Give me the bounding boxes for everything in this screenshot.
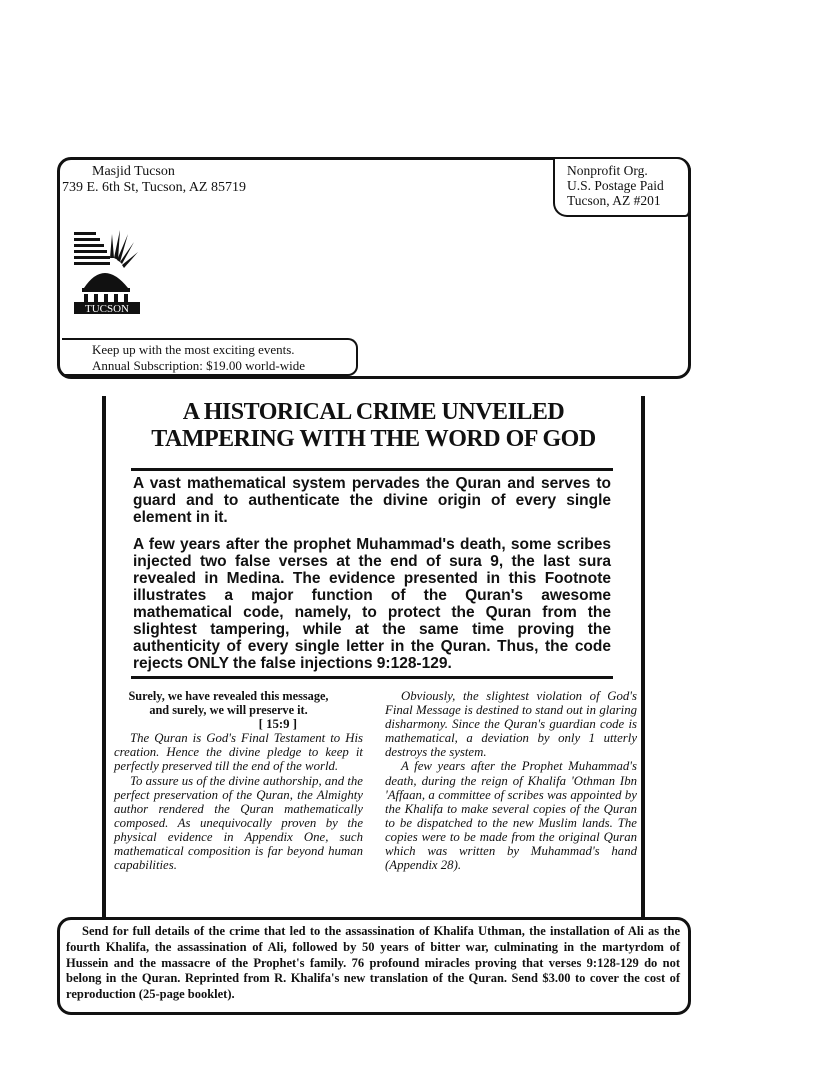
right-column-rule <box>641 396 645 920</box>
sender-address <box>62 164 246 196</box>
verse-line-1: Surely, we have revealed this message, <box>128 689 329 703</box>
right-paragraph-1: Obviously, the slightest violation of God's Final Message is destined to stand out in glaring disharmony. Since the Quran's guardian code is mathematical, a deviation by only 1 utterly destroys the system. <box>385 689 637 760</box>
article-title-line-1: A HISTORICAL CRIME UNVEILED <box>182 399 565 425</box>
left-paragraph-2: To assure us of the divine authorship, and the perfect preservation of the Quran, the Almighty author rendered the Quran mathematically composed. As unequivocally proven by the physical evidence in Appendix One, such mathematical composition is far beyond human capabilities. <box>114 773 363 873</box>
verse-line-2: and surely, we will preserve it. <box>149 703 308 718</box>
postage-line-3: Tucson, AZ #201 <box>567 193 661 208</box>
logo-wordmark: TUCSON <box>84 303 130 314</box>
subscription-tagline: Keep up with the most exciting events. <box>92 342 295 357</box>
left-text-column <box>114 689 363 872</box>
intro-paragraph-1: A vast mathematical system pervades the Quran and serves to guard and to authenticate the divine origin of every single element in it. <box>133 475 611 526</box>
intro-bottom-divider <box>131 676 613 679</box>
intro-top-divider <box>131 468 613 471</box>
article-title-line-2: TAMPERING WITH THE WORD OF GOD <box>151 426 596 452</box>
verse-reference: [ 15:9 ] <box>258 717 297 732</box>
intro-paragraph-2: A few years after the prophet Muhammad's death, some scribes injected two false verses at the end of sura 9, the last sura revealed in Medina. The evidence presented in this Footnote illustrates a major function of the Quran's awesome mathematical code, namely, to protect the Quran from the slightest tampering, while at the same time proving the authenticity of every single letter in the Quran. Thus, the code rejects ONLY the false injections 9:128-129. <box>133 536 611 672</box>
postage-line-2: U.S. Postage Paid <box>567 178 664 193</box>
left-column-rule <box>102 396 106 920</box>
right-paragraph-2: A few years after the Prophet Muhammad's death, during the reign of Khalifa 'Othman Ibn 'Affaan, a committee of scribes was appointed by the Khalifa to make several copies of the Quran to be dispatched to the new Muslim lands. The copies were to be made from the original Quran which was written by Muhammad's hand (Appendix 28). <box>385 759 637 873</box>
right-text-column <box>385 689 637 872</box>
masjid-tucson-logo <box>74 228 140 314</box>
postage-line-1: Nonprofit Org. <box>567 163 648 178</box>
org-name: Masjid Tucson <box>92 164 175 179</box>
subscription-box <box>62 338 358 376</box>
street-address: 739 E. 6th St, Tucson, AZ 85719 <box>62 180 246 195</box>
mailing-label-box <box>57 157 691 379</box>
order-footer-text: Send for full details of the crime that led to the assassination of Khalifa Uthman, the installation of Ali as the fourth Khalifa, the assassination of Ali, followed by 50 years of bitter war, culminating in the martyrdom of Hussein and the massacre of the Prophet's family. 76 profound miracles proving that verses 9:128-129 do not belong in the Quran. Reprinted from R. Khalifa's new translation of the Quran. Send $3.00 to cover the cost of reproduction (25-page booklet). <box>66 924 680 1002</box>
subscription-price: Annual Subscription: $19.00 world-wide <box>92 358 306 373</box>
left-paragraph-1: The Quran is God's Final Testament to His creation. Hence the divine pledge to keep it perfectly preserved till the end of the world. <box>114 731 363 774</box>
postage-indicia <box>553 157 691 217</box>
order-footer-box <box>57 917 691 1015</box>
